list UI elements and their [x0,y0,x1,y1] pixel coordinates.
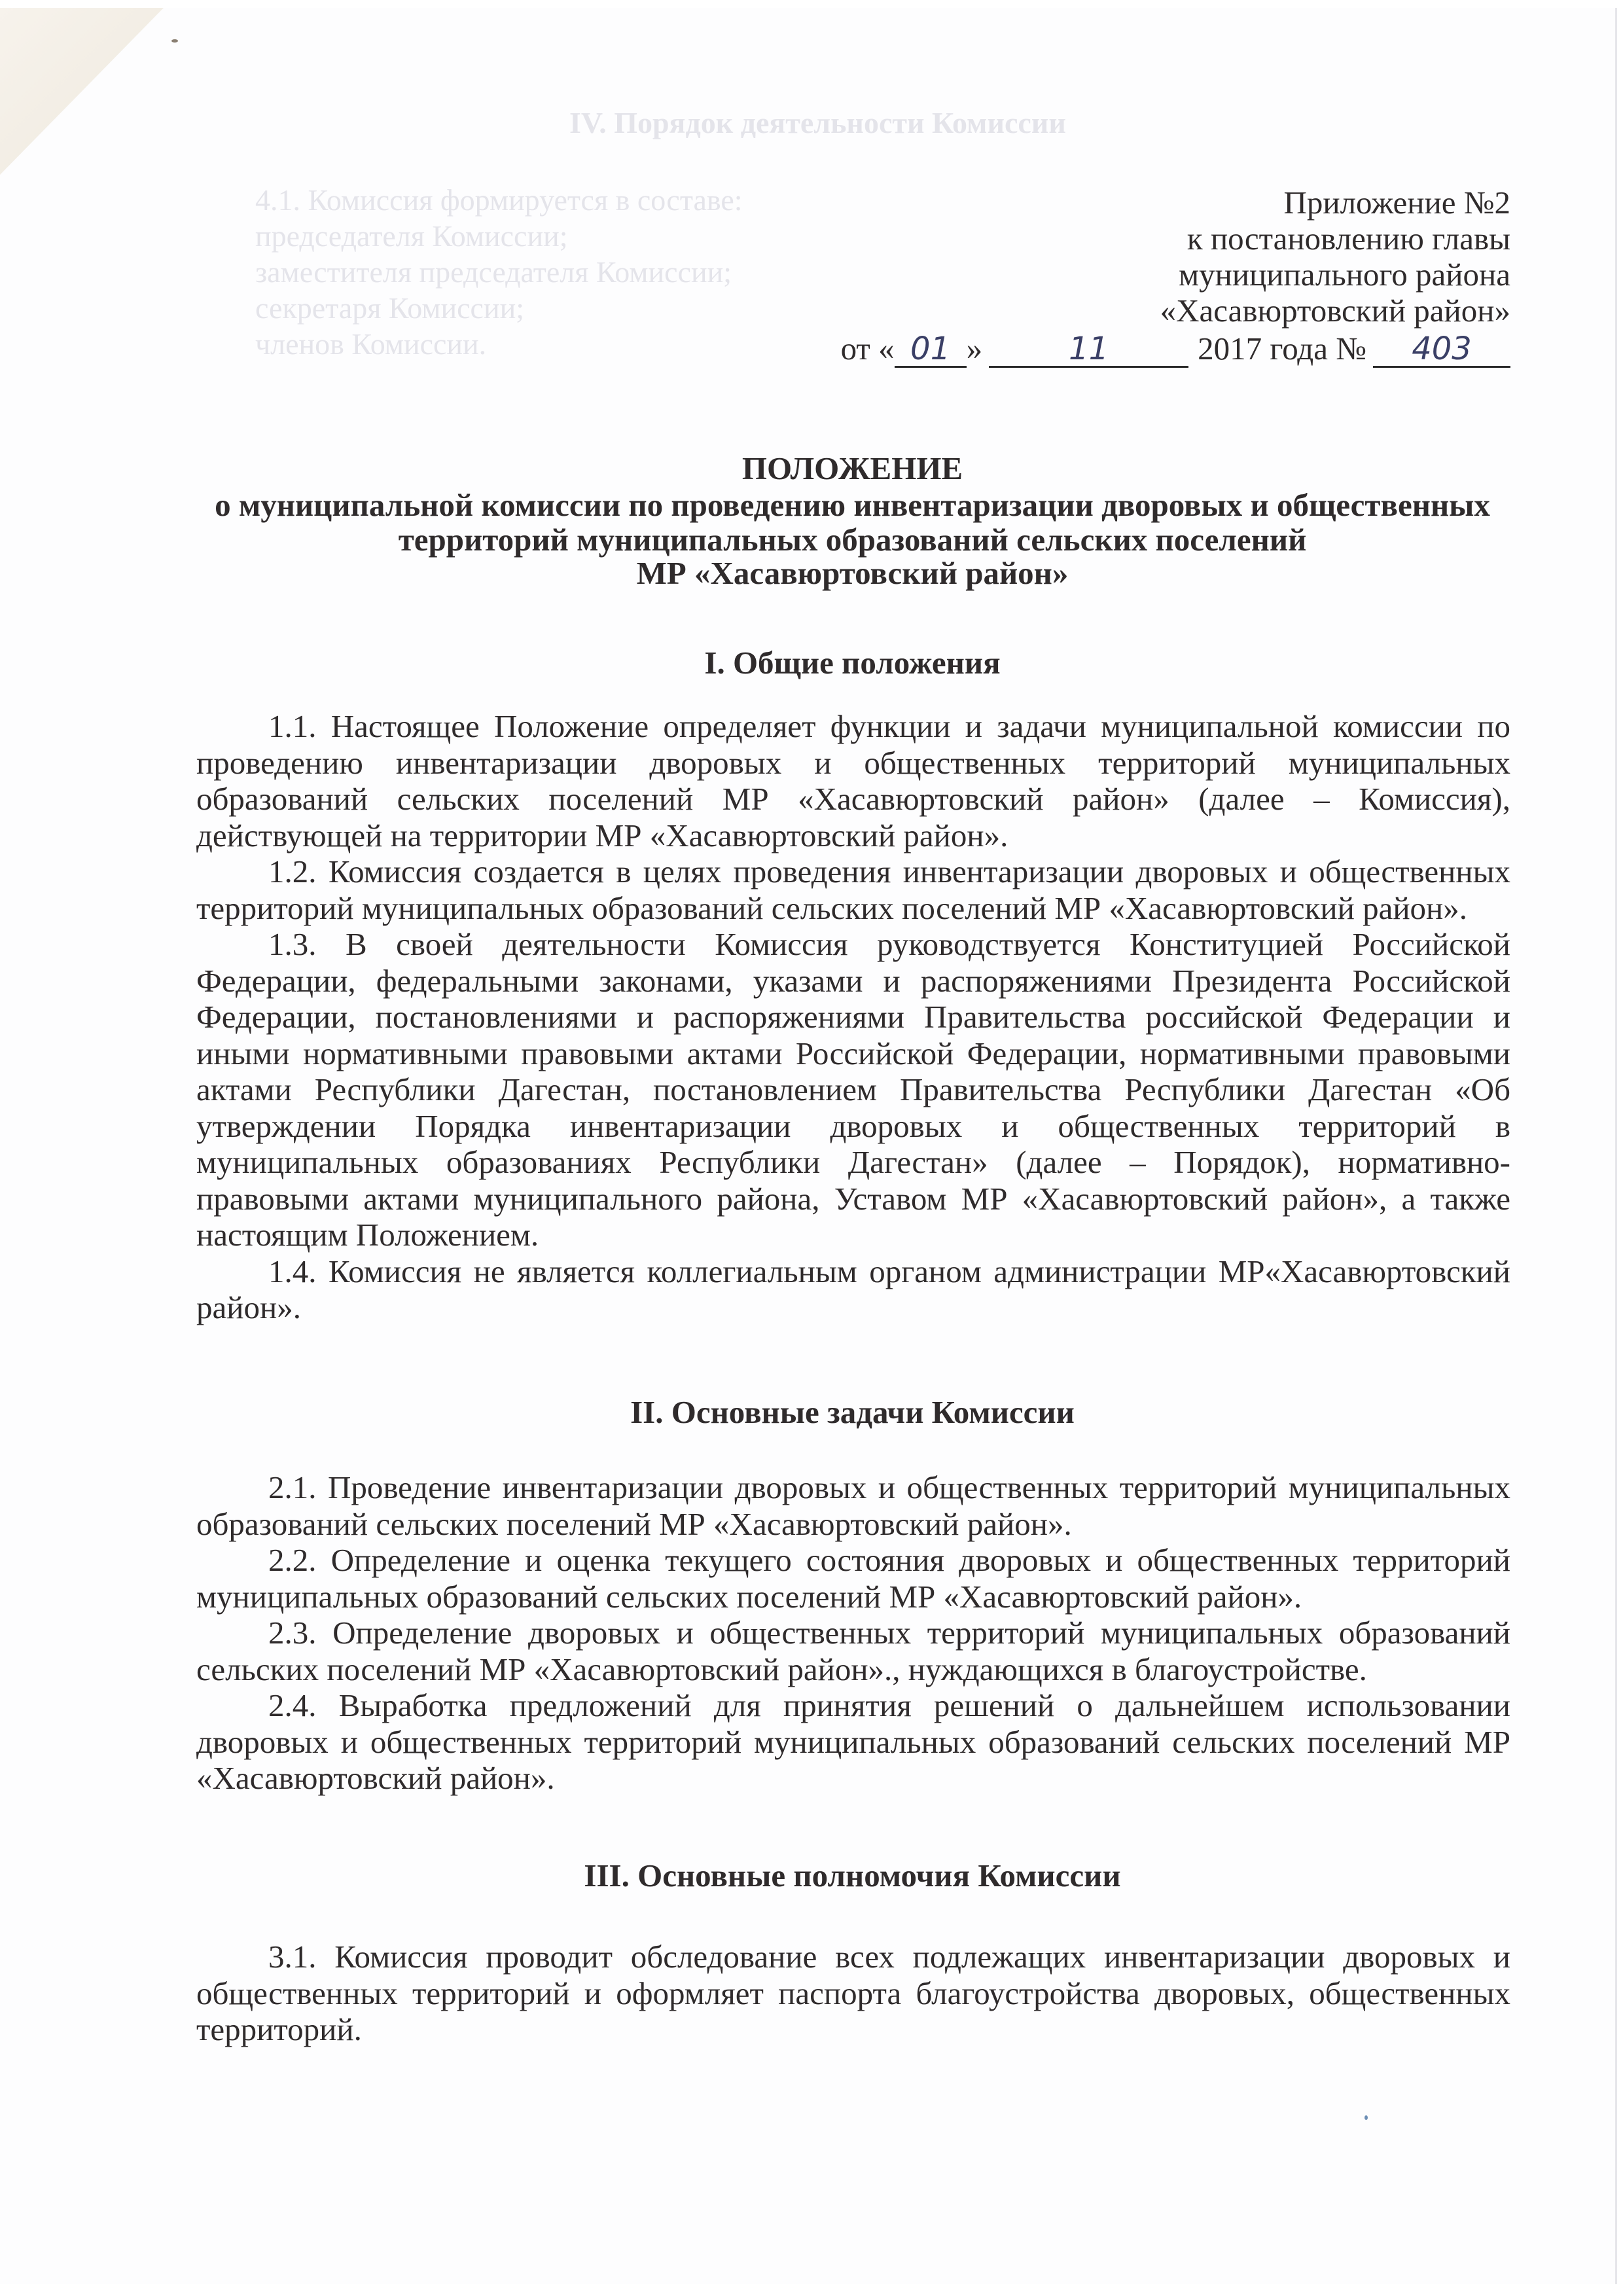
handwritten-day: 01 [895,332,967,368]
section-heading-general: I. Общие положения [704,645,1001,681]
appendix-reference: к постановлению главы [1186,221,1510,257]
section-powers-body [196,1939,1510,2048]
paragraph-2-2: 2.2. Определение и оценка текущего состояния дворовых и общественных территорий муниципальных образований сельских поселений МР «Хасавюртовский район». [196,1542,1510,1615]
scan-speck [171,39,178,43]
date-year: 2017 года № [1198,331,1366,367]
title-subtitle-line: МР «Хасавюртовский район» [636,555,1069,591]
section-tasks-body [196,1469,1510,1797]
bleed-through-heading: IV. Порядок деятельности Комиссии [569,106,1066,139]
appendix-number: Приложение №2 [1283,185,1510,221]
paragraph-2-1: 2.1. Проведение инвентаризации дворовых и общественных территорий муниципальных образований сельских поселений МР «Хасавюртовский район». [196,1469,1510,1542]
paragraph-1-3: 1.3. В своей деятельности Комиссия руководствуется Конституцией Российской Федерации, федеральными законами, указами и распоряжениями Президента Российской Федерации, постановлениями и распоряжениями Правительства российской Федерации и иными нормативными правовыми актами Российской Федерации, нормативными правовыми актами Республики Дагестан, постановлением Правительства Республики Дагестан «Об утверждении Порядка инвентаризации дворовых и общественных территорий в муниципальных образованиях Республики Дагестан» (далее – Порядок), нормативно-правовыми актами муниципального района, Уставом МР «Хасавюртовский район», а также настоящим Положением. [196,926,1510,1253]
handwritten-month: 11 [989,332,1188,368]
section-heading-tasks: II. Основные задачи Комиссии [630,1394,1075,1430]
paragraph-3-1: 3.1. Комиссия проводит обследование всех подлежащих инвентаризации дворовых и общественных территорий и оформляет паспорта благоустройства дворовых, общественных территорий. [196,1939,1510,2047]
bleed-through-line: 4.1. Комиссия формируется в составе: [255,183,743,217]
bleed-through-line: членов Комиссии. [255,327,487,361]
paragraph-1-1: 1.1. Настоящее Положение определяет функции и задачи муниципальной комиссии по проведению инвентаризации дворовых и общественных территорий муниципальных образований сельских поселений МР «Хасавюртовский район» (далее – Комиссия), действующей на территории МР «Хасавюртовский район». [196,708,1510,853]
paragraph-2-3: 2.3. Определение дворовых и общественных территорий муниципальных образований сельских поселений МР «Хасавюртовский район»., нуждающихся в благоустройстве. [196,1615,1510,1687]
bleed-through-line: секретаря Комиссии; [255,291,524,325]
paragraph-1-4: 1.4. Комиссия не является коллегиальным органом администрации МР«Хасавюртовский район». [196,1253,1510,1325]
paragraph-1-2: 1.2. Комиссия создается в целях проведения инвентаризации дворовых и общественных территорий муниципальных образований сельских поселений МР «Хасавюртовский район». [196,853,1510,926]
date-prefix: от « [840,331,895,367]
paragraph-2-4: 2.4. Выработка предложений для принятия решений о дальнейшем использовании дворовых и общественных территорий муниципальных образований сельских поселений МР «Хасавюртовский район». [196,1687,1510,1796]
bleed-through-line: заместителя председателя Комиссии; [255,255,732,289]
appendix-date-line [841,331,1510,368]
section-general-body [196,708,1510,1326]
title-main: ПОЛОЖЕНИЕ [741,450,963,486]
bleed-through-line: председателя Комиссии; [255,219,568,253]
scan-speck [1364,2115,1368,2120]
section-heading-powers: III. Основные полномочия Комиссии [584,1857,1121,1893]
appendix-district: муниципального района [1179,257,1510,293]
title-subtitle-line: о муниципальной комиссии по проведению инвентаризации дворовых и общественных [215,487,1490,523]
handwritten-doc-number: 403 [1373,332,1510,368]
appendix-district-name: «Хасавюртовский район» [1160,293,1510,329]
title-subtitle-line: территорий муниципальных образований сельских поселений [398,522,1307,558]
date-mid: » [966,331,983,367]
